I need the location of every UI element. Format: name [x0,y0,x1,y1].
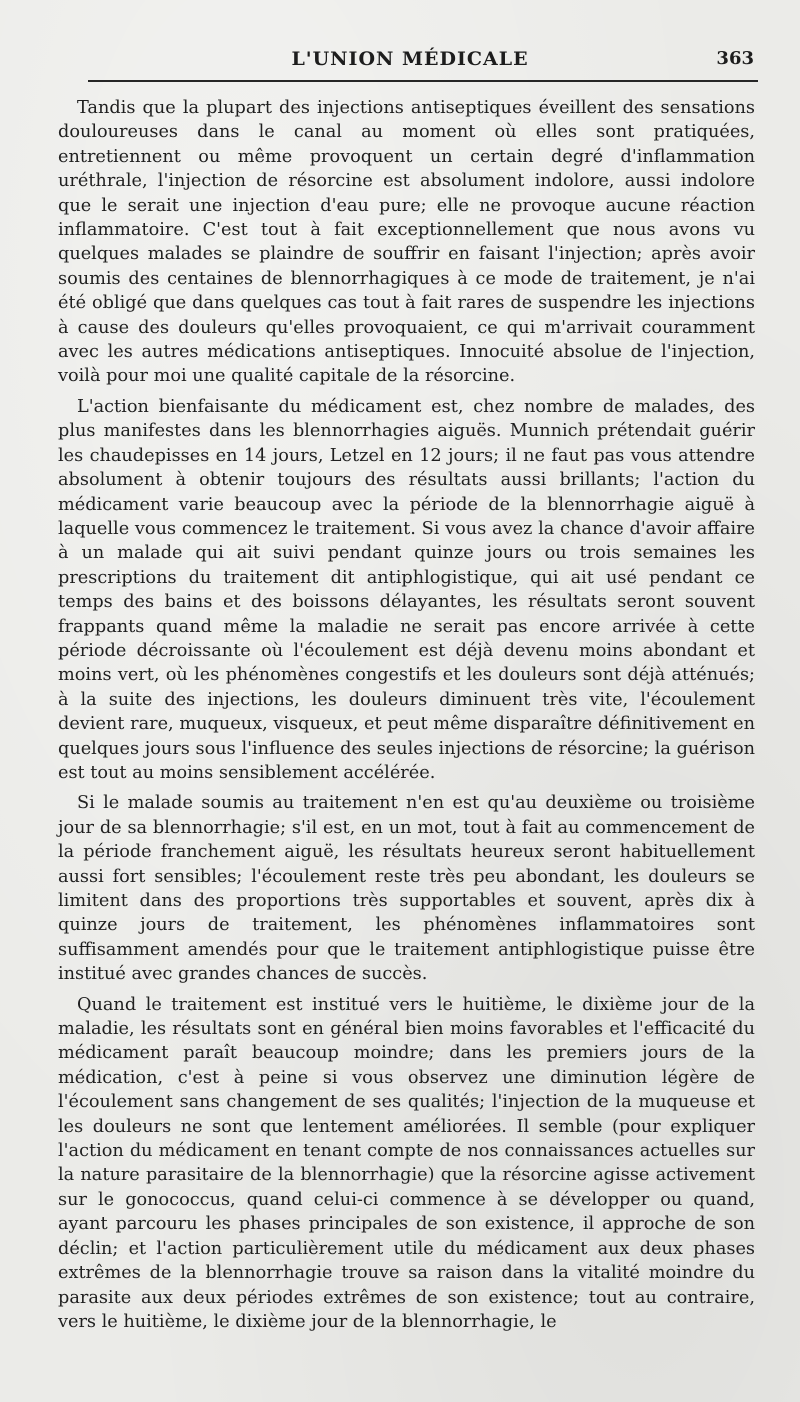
body-text [58,96,755,1340]
header-rule [88,80,758,82]
paragraph: Si le malade soumis au traitement n'en est qu'au deuxième ou troisième jour de sa blennorrhagie; s'il est, en un mot, tout à fait au commencement de la période franchement aiguë, les résultats heureux seront habituellement aussi fort sensibles; l'écoulement reste très peu abondant, les douleurs se limitent dans des proportions très supportables et souvent, après dix à quinze jours de traitement, les phénomènes inflammatoires sont suffisamment amendés pour que le traitement antiphlogistique puisse être institué avec grandes chances de succès. [58,793,755,985]
page-header [60,44,760,78]
paragraph: L'action bienfaisante du médicament est, chez nombre de malades, des plus manifestes dans les blennorrhagies aiguës. Munnich prétendait guérir les chaudepisses en 14 jours, Letzel en 12 jours; il ne faut pas vous attendre absolument à obtenir toujours des résultats aussi brillants; l'action du médicament varie beaucoup avec la période de la blennorrhagie aiguë à laquelle vous commencez le traitement. Si vous avez la chance d'avoir affaire à un malade qui ait suivi pendant quinze jours ou trois semaines les prescriptions du traitement dit antiphlogistique, qui ait usé pendant ce temps des bains et des boissons délayantes, les résultats seront souvent frappants quand même la maladie ne serait pas encore arrivée à cette période décroissante où l'écoulement est déjà devenu moins abondant et moins vert, où les phénomènes congestifs et les douleurs sont déjà atténués; à la suite des injections, les douleurs diminuent très vite, l'écoulement devient rare, muqueux, visqueux, et peut même disparaître définitivement en quelques jours sous l'influence des seules injections de résorcine; la guérison est tout au moins sensiblement accélérée. [58,396,755,783]
paragraph: Quand le traitement est institué vers le huitième, le dixième jour de la maladie, les résultats sont en général bien moins favorables et l'efficacité du médicament paraît beaucoup moindre; dans les premiers jours de la médication, c'est à peine si vous observez une diminution légère de l'écoulement sans changement de ses qualités; l'injection de la muqueuse et les douleurs ne sont que lentement améliorées. Il semble (pour expliquer l'action du médicament en tenant compte de nos connaissances actuelles sur la nature parasitaire de la blennorrhagie) que la résorcine agisse activement sur le gonococcus, quand celui-ci commence à se développer ou quand, ayant parcouru les phases principales de son existence, il approche de son déclin; et l'action particulièrement utile du médicament aux deux phases extrêmes de la blennorrhagie trouve sa raison dans la vitalité moindre du parasite aux deux périodes extrêmes de son existence; tout au contraire, vers le huitième, le dixième jour de la blennorrhagie, le [58,994,755,1332]
page-number: 363 [716,48,754,69]
running-title: L'UNION MÉDICALE [291,48,529,70]
paragraph: Tandis que la plupart des injections antiseptiques éveillent des sensations douloureuses dans le canal au moment où elles sont pratiquées, entretiennent ou même provoquent un certain degré d'inflammation uréthrale, l'injection de résorcine est absolument indolore, aussi indolore que le serait une injection d'eau pure; elle ne provoque aucune réaction inflammatoire. C'est tout à fait exceptionnellement que nous avons vu quelques malades se plaindre de souffrir en faisant l'injection; après avoir soumis des centaines de blennorrhagiques à ce mode de traitement, je n'ai été obligé que dans quelques cas tout à fait rares de suspendre les injections à cause des douleurs qu'elles provoquaient, ce qui m'arrivait couramment avec les autres médications antiseptiques. Innocuité absolue de l'injection, voilà pour moi une qualité capitale de la résorcine. [58,98,755,387]
